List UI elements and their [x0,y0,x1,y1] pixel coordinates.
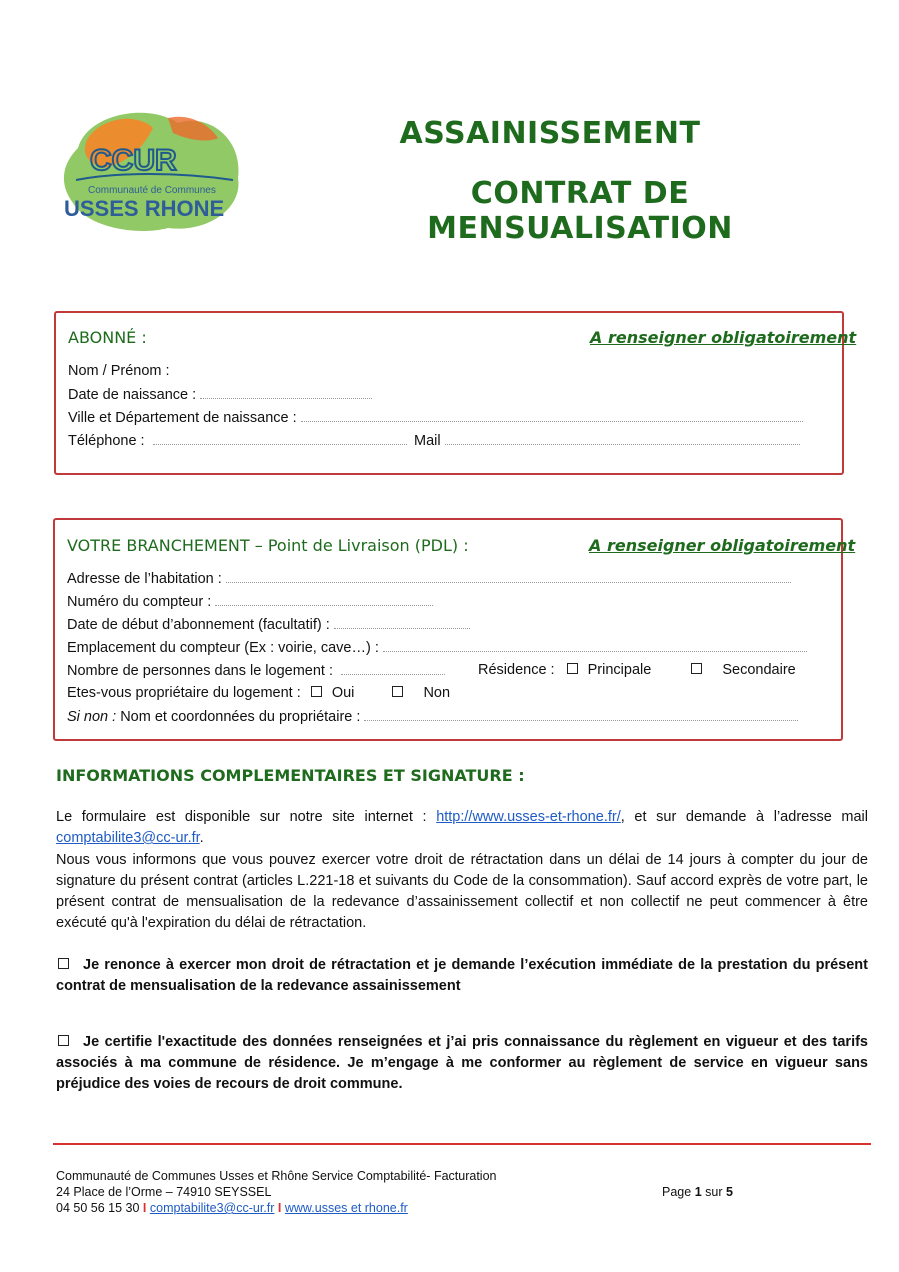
residence-secondaire-label: Secondaire [722,662,796,678]
phone-label: Téléphone : [68,433,145,449]
availability-paragraph [56,807,868,849]
logo-line1: Communauté de Communes [88,185,216,196]
location-input-line[interactable] [383,639,807,652]
start-date-label: Date de début d’abonnement (facultatif) : [67,617,330,633]
meter-input-line[interactable] [215,593,433,606]
location-field[interactable] [67,639,807,656]
persons-field[interactable] [67,662,445,679]
birthplace-label: Ville et Département de naissance : [68,410,297,426]
logo-line2: USSES RHONE [64,196,225,221]
birthplace-input-line[interactable] [301,409,803,422]
footer-separator: I [277,1201,282,1215]
page-word: Page [662,1185,692,1199]
footer-contact [56,1200,496,1216]
footer-line2: 24 Place de l’Orme – 74910 SEYSSEL [56,1185,272,1199]
residence-field [478,662,796,678]
persons-label: Nombre de personnes dans le logement : [67,663,333,679]
meter-label: Numéro du compteur : [67,594,212,610]
dob-label: Date de naissance : [68,387,197,403]
owner-field [67,685,450,701]
abonne-required-note: A renseigner obligatoirement [590,328,857,347]
owner-non-label: Non [423,685,451,701]
title-line2: CONTRAT DE MENSUALISATION [427,176,733,246]
residence-secondaire-checkbox[interactable] [691,663,702,674]
location-label: Emplacement du compteur (Ex : voirie, cave…) : [67,640,379,656]
address-field[interactable] [67,570,791,587]
meter-field[interactable] [67,593,433,610]
mail-field[interactable] [414,432,800,449]
mail-label: Mail [414,433,441,449]
owner-details-field[interactable] [67,708,798,725]
name-label: Nom / Prénom : [68,363,170,379]
mail-input-line[interactable] [445,432,800,445]
branchement-heading: VOTRE BRANCHEMENT – Point de Livraison (PDL) : [67,536,469,555]
info-heading: INFORMATIONS COMPLEMENTAIRES ET SIGNATURE : [56,766,525,785]
owner-details-label: Nom et coordonnées du propriétaire : [120,709,361,725]
availability-text-2: , et sur demande à l’adresse mail [620,809,868,825]
owner-oui-checkbox[interactable] [311,686,322,697]
owner-details-input-line[interactable] [364,708,798,721]
phone-input-line[interactable] [153,432,407,445]
footer-phone: 04 50 56 15 30 [56,1201,140,1215]
residence-principale-label: Principale [587,662,652,678]
logo-letters: CCUR [90,144,177,177]
certify-checkbox[interactable] [58,1035,69,1046]
certify-statement [56,1032,868,1095]
page-indicator [662,1184,733,1200]
residence-label: Résidence : [478,662,555,678]
footer-address [56,1168,496,1216]
address-label: Adresse de l’habitation : [67,571,222,587]
persons-input-line[interactable] [341,662,445,675]
residence-principale-checkbox[interactable] [567,663,578,674]
renounce-statement [56,955,868,997]
footer-email-link[interactable]: comptabilite3@cc-ur.fr [149,1201,275,1215]
name-field[interactable] [68,363,170,379]
ccur-logo [58,108,248,238]
email-link[interactable]: comptabilite3@cc-ur.fr [56,830,200,846]
abonne-heading: ABONNÉ : [68,328,147,347]
start-date-input-line[interactable] [334,616,470,629]
dob-input-line[interactable] [200,386,372,399]
website-link[interactable]: http://www.usses-et-rhone.fr/ [436,809,621,825]
certify-text: Je certifie l'exactitude des données renseignées et j’ai pris connaissance du règlement en vigueur et des tarifs associés à ma commune de résidence. Je m’engage à me conformer au règlement de service en vigueur sans préjudice des voies de recours de droit commune. [56,1034,868,1092]
owner-non-checkbox[interactable] [392,686,403,697]
owner-oui-label: Oui [331,685,355,701]
dob-field[interactable] [68,386,372,403]
start-date-field[interactable] [67,616,470,633]
page-sur: sur [705,1185,723,1199]
availability-end: . [199,830,204,846]
footer-divider [53,1143,871,1145]
availability-text: Le formulaire est disponible sur notre site internet : [56,809,437,825]
branchement-required-note: A renseigner obligatoirement [589,536,856,555]
footer-separator: I [142,1201,147,1215]
owner-label: Etes-vous propriétaire du logement : [67,685,301,701]
birthplace-field[interactable] [68,409,803,426]
if-not-prefix: Si non : [67,709,117,725]
footer-line1: Communauté de Communes Usses et Rhône Service Comptabilité- Facturation [56,1169,497,1183]
phone-field[interactable] [68,432,407,449]
address-input-line[interactable] [226,570,791,583]
footer-website-link[interactable]: www.usses et rhone.fr [284,1201,408,1215]
retractation-paragraph: Nous vous informons que vous pouvez exercer votre droit de rétractation dans un délai de 14 jours à compter du jour de signature du présent contrat (articles L.221-18 et suivants du Code de la consommation). Sauf accord exprès de votre part, le présent contrat de mensualisation de la redevance d’assainissement collectif et non collectif ne peut commencer à être exécuté qu'à l'expiration du délai de rétractation. [56,852,868,931]
renounce-text: Je renonce à exercer mon droit de rétractation et je demande l’exécution immédiate de la prestation du présent contrat de mensualisation de la redevance assainissement [56,957,868,994]
page-number: 1 [694,1185,702,1199]
page-total: 5 [725,1185,733,1199]
renounce-checkbox[interactable] [58,958,69,969]
title-line1: ASSAINISSEMENT [399,116,701,151]
